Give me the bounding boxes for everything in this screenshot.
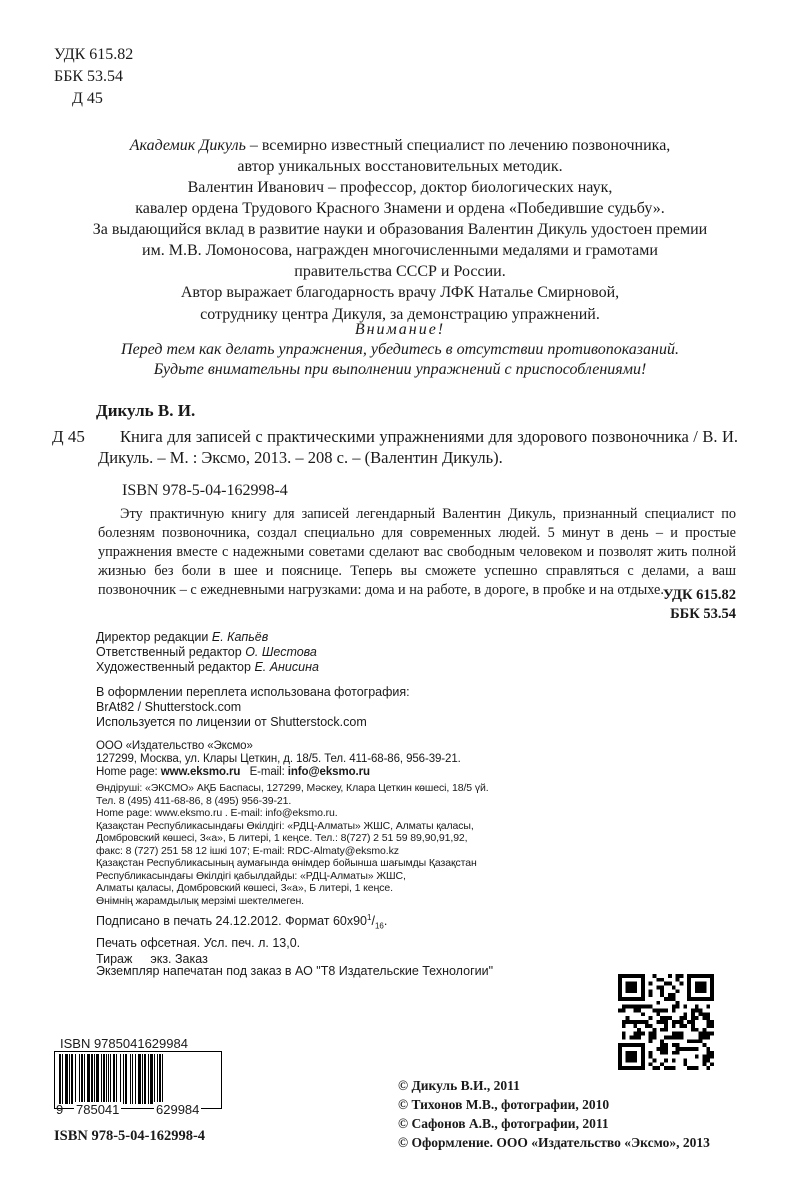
barcode-bar bbox=[62, 1054, 63, 1104]
qr-module bbox=[699, 1012, 703, 1016]
qr-module bbox=[710, 1051, 714, 1055]
barcode-bar bbox=[96, 1054, 99, 1104]
warning-line-2: Будьте внимательны при выполнении упражнений с приспособлениями! bbox=[153, 361, 647, 378]
qr-module bbox=[660, 1047, 664, 1051]
qr-module bbox=[695, 1055, 699, 1059]
udc-right: УДК 615.82 bbox=[662, 587, 736, 603]
qr-module bbox=[656, 986, 660, 990]
qr-module bbox=[656, 1001, 660, 1005]
qr-module bbox=[622, 1020, 626, 1024]
author-bio bbox=[60, 135, 740, 282]
warning-block bbox=[60, 320, 740, 380]
qr-module bbox=[660, 978, 664, 982]
warning-line-1: Перед тем как делать упражнения, убедитесь в отсутствии противопоказаний. bbox=[121, 341, 679, 358]
qr-module bbox=[676, 1032, 680, 1036]
qr-module bbox=[687, 1047, 691, 1051]
qr-module bbox=[702, 1062, 706, 1066]
qr-module bbox=[706, 1032, 710, 1036]
barcode-bar bbox=[106, 1054, 107, 1104]
qr-module bbox=[664, 997, 668, 1001]
qr-module bbox=[676, 974, 680, 978]
qr-module bbox=[649, 1062, 653, 1066]
qr-module bbox=[660, 993, 664, 997]
qr-module bbox=[649, 1039, 653, 1043]
qr-module bbox=[695, 1047, 699, 1051]
qr-module bbox=[668, 982, 672, 986]
photo-credit-line-1: В оформлении переплета использована фотография: bbox=[96, 685, 410, 699]
qr-finder-inner bbox=[626, 982, 638, 994]
qr-finder-inner bbox=[695, 982, 707, 994]
qr-module bbox=[660, 1039, 664, 1043]
qr-module bbox=[672, 1009, 676, 1013]
copyright-block bbox=[398, 1076, 710, 1152]
qr-module bbox=[683, 1058, 687, 1062]
qr-module bbox=[664, 982, 668, 986]
kz-line-3: Home page: www.eksmo.ru . E-mail: info@eksmo.ru. bbox=[96, 807, 338, 819]
barcode-bars bbox=[55, 1052, 221, 1108]
qr-module bbox=[641, 1005, 645, 1009]
qr-module bbox=[706, 1058, 710, 1062]
qr-module bbox=[656, 1012, 660, 1016]
qr-finder-inner bbox=[626, 1051, 638, 1063]
qr-module bbox=[656, 1047, 660, 1051]
qr-module bbox=[656, 1020, 660, 1024]
qr-module bbox=[668, 974, 672, 978]
qr-module bbox=[637, 1032, 641, 1036]
barcode-bar bbox=[144, 1054, 146, 1104]
qr-module bbox=[668, 997, 672, 1001]
editor-responsible: Ответственный редактор О. Шестова bbox=[96, 645, 317, 659]
qr-module bbox=[676, 1001, 680, 1005]
qr-code bbox=[618, 974, 714, 1070]
bio-line-1: Академик Дикуль – всемирно известный специалист по лечению позвоночника, bbox=[129, 137, 671, 154]
qr-module bbox=[672, 1020, 676, 1024]
udc-code: УДК 615.82 bbox=[54, 46, 134, 63]
barcode-frame bbox=[54, 1051, 222, 1109]
qr-module bbox=[695, 1009, 699, 1013]
qr-module bbox=[691, 1039, 695, 1043]
barcode-bar bbox=[125, 1054, 127, 1104]
qr-module bbox=[702, 1035, 706, 1039]
barcode-bar bbox=[120, 1054, 121, 1104]
qr-module bbox=[641, 1020, 645, 1024]
qr-module bbox=[676, 1020, 680, 1024]
qr-module bbox=[660, 1016, 664, 1020]
qr-module bbox=[653, 1035, 657, 1039]
qr-module bbox=[699, 1032, 703, 1036]
qr-module bbox=[691, 1016, 695, 1020]
qr-module bbox=[683, 1047, 687, 1051]
qr-module bbox=[653, 1028, 657, 1032]
qr-module bbox=[664, 1016, 668, 1020]
qr-module bbox=[649, 1005, 653, 1009]
qr-module bbox=[687, 1039, 691, 1043]
qr-module bbox=[653, 1009, 657, 1013]
barcode-bar bbox=[157, 1054, 158, 1104]
bio-line-5: За выдающийся вклад в развитие науки и образования Валентин Дикуль удостоен премии bbox=[92, 221, 708, 238]
signed-line: Подписано в печать 24.12.2012. Формат $60х90^1/_{16}$. bbox=[96, 913, 388, 931]
qr-module bbox=[710, 1032, 714, 1036]
qr-module bbox=[637, 1020, 641, 1024]
photo-credit bbox=[96, 685, 410, 730]
bbk-right: ББК 53.54 bbox=[670, 606, 736, 622]
editors-list bbox=[96, 630, 319, 675]
qr-module bbox=[672, 1066, 676, 1070]
barcode-bar bbox=[103, 1054, 105, 1104]
barcode-bar bbox=[130, 1054, 131, 1104]
qr-module bbox=[653, 1032, 657, 1036]
barcode-bar bbox=[71, 1054, 73, 1104]
qr-module bbox=[630, 1020, 634, 1024]
copyright-photo-1: © Тихонов М.В., фотографии, 2010 bbox=[398, 1097, 610, 1112]
qr-module bbox=[649, 1024, 653, 1028]
publisher-name: ООО «Издательство «Эксмо» bbox=[96, 740, 253, 752]
barcode-digit-first: 9 bbox=[56, 1102, 64, 1117]
kz-line-7: Қазақстан Республикасының аумағында өнімдер бойынша шағымды Қазақстан bbox=[96, 857, 477, 869]
qr-module bbox=[633, 1009, 637, 1013]
qr-module bbox=[645, 1005, 649, 1009]
barcode-bar bbox=[91, 1054, 93, 1104]
qr-module bbox=[660, 1020, 664, 1024]
barcode-bar bbox=[162, 1054, 163, 1104]
publisher-info bbox=[96, 740, 461, 779]
barcode-bar bbox=[94, 1054, 95, 1104]
qr-module bbox=[676, 1035, 680, 1039]
qr-module bbox=[699, 1039, 703, 1043]
barcode-bar bbox=[108, 1054, 109, 1104]
kz-line-4: Қазақстан Республикасындағы Өкілдігі: «РДЦ-Алматы» ЖШС, Алматы қаласы, bbox=[96, 819, 474, 832]
bbk-code: ББК 53.54 bbox=[54, 68, 124, 85]
qr-module bbox=[672, 1035, 676, 1039]
qr-module bbox=[672, 1024, 676, 1028]
homepage-link: www.eksmo.ru bbox=[160, 766, 241, 778]
qr-module bbox=[679, 1035, 683, 1039]
qr-module bbox=[706, 1047, 710, 1051]
warning-title: Внимание! bbox=[354, 321, 446, 338]
qr-module bbox=[664, 1028, 668, 1032]
qr-module bbox=[641, 1032, 645, 1036]
barcode-bar bbox=[75, 1054, 76, 1104]
barcode-bar bbox=[154, 1054, 155, 1104]
qr-module bbox=[668, 1016, 672, 1020]
qr-module bbox=[695, 1028, 699, 1032]
qr-module bbox=[679, 1047, 683, 1051]
kz-line-1: Өндіруші: «ЭКСМО» АҚБ Баспасы, 127299, Мәскеу, Клара Цеткин көшесі, 18/5 үй. bbox=[96, 782, 489, 794]
qr-module bbox=[710, 1024, 714, 1028]
barcode-bar bbox=[113, 1054, 115, 1104]
qr-module bbox=[649, 1035, 653, 1039]
kz-line-9: Алматы қаласы, Домбровский көшесі, 3«а», Б литері, 1 кеңсе. bbox=[96, 882, 393, 894]
barcode-bar bbox=[87, 1054, 90, 1104]
barcode-bar bbox=[81, 1054, 83, 1104]
qr-module bbox=[668, 993, 672, 997]
copyright-design: © Оформление. ООО «Издательство «Эксмо», 2013 bbox=[398, 1135, 710, 1150]
qr-module bbox=[691, 1009, 695, 1013]
qr-module bbox=[683, 1012, 687, 1016]
barcode-bar bbox=[135, 1054, 136, 1104]
photo-credit-line-3: Используется по лицензии от Shutterstock.com bbox=[96, 715, 367, 729]
qr-module bbox=[695, 1066, 699, 1070]
qr-module bbox=[706, 1035, 710, 1039]
thanks-line-1: Автор выражает благодарность врачу ЛФК Наталье Смирновой, bbox=[180, 284, 620, 301]
qr-module bbox=[706, 1012, 710, 1016]
qr-module bbox=[622, 1005, 626, 1009]
qr-module bbox=[699, 1035, 703, 1039]
printed-by: Экземпляр напечатан под заказ в АО "Т8 Издательские Технологии" bbox=[96, 964, 494, 978]
qr-module bbox=[676, 989, 680, 993]
qr-module bbox=[710, 1062, 714, 1066]
qr-module bbox=[656, 1066, 660, 1070]
qr-module bbox=[676, 1051, 680, 1055]
qr-module bbox=[706, 1016, 710, 1020]
isbn-bottom: ISBN 978-5-04-162998-4 bbox=[54, 1128, 206, 1144]
print-info bbox=[96, 910, 387, 967]
bio-line-7: правительства СССР и России. bbox=[294, 263, 506, 280]
qr-module bbox=[637, 1035, 641, 1039]
qr-module bbox=[702, 1032, 706, 1036]
qr-module bbox=[672, 1058, 676, 1062]
biblio-author: Дикуль В. И. bbox=[96, 401, 196, 420]
qr-module bbox=[691, 1012, 695, 1016]
qr-module bbox=[683, 1016, 687, 1020]
qr-module bbox=[630, 1005, 634, 1009]
qr-module bbox=[683, 1024, 687, 1028]
qr-module bbox=[679, 1020, 683, 1024]
qr-module bbox=[695, 1039, 699, 1043]
qr-module bbox=[687, 1020, 691, 1024]
barcode-bar bbox=[132, 1054, 133, 1104]
qr-module bbox=[672, 1032, 676, 1036]
qr-module bbox=[691, 1020, 695, 1024]
qr-module bbox=[679, 1016, 683, 1020]
barcode-bar bbox=[138, 1054, 141, 1104]
barcode-top-label: ISBN 9785041629984 bbox=[60, 1036, 188, 1051]
qr-module bbox=[702, 1055, 706, 1059]
copyright-photo-2: © Сафонов А.В., фотографии, 2011 bbox=[398, 1116, 609, 1131]
qr-module bbox=[637, 1009, 641, 1013]
publisher-contacts: Home page: www.eksmo.ru E-mail: info@eksmo.ru bbox=[96, 766, 370, 778]
qr-module bbox=[710, 1055, 714, 1059]
annotation: Эту практичную книгу для записей легендарный Валентин Дикуль, признанный специалист по болезням позвоночника, создал специально для современных людей. 5 минут в день – и простые упражнения вместе с надежными советами сделают вас свободным человеком и позволят жить полной жизнью без боли в шее и пояснице. Теперь вы сможете успешно справляться с делами, а ваш позвоночник – с ежедневными нагрузками: дома и на работе, в дороге, в пробке и на отдыхе. bbox=[98, 506, 736, 598]
qr-module bbox=[664, 1009, 668, 1013]
qr-module bbox=[626, 1005, 630, 1009]
qr-module bbox=[672, 1051, 676, 1055]
qr-module bbox=[653, 974, 657, 978]
qr-module bbox=[695, 1016, 699, 1020]
qr-module bbox=[706, 1055, 710, 1059]
kz-line-6: факс: 8 (727) 251 58 12 ішкі 107; E-mail: RDC-Almaty@eksmo.kz bbox=[96, 844, 399, 857]
qr-module bbox=[676, 1005, 680, 1009]
qr-module bbox=[706, 1024, 710, 1028]
qr-code-graphic bbox=[618, 974, 714, 1070]
qr-module bbox=[695, 1005, 699, 1009]
kz-line-5: Домбровский көшесі, 3«а», Б литері, 1 кеңсе. Тел.: 8(727) 2 51 59 89,90,91,92, bbox=[96, 832, 468, 844]
author-mark: Д 45 bbox=[72, 90, 103, 107]
qr-module bbox=[633, 1032, 637, 1036]
qr-module bbox=[687, 1066, 691, 1070]
qr-module bbox=[622, 1024, 626, 1028]
qr-module bbox=[633, 1035, 637, 1039]
barcode-bar bbox=[142, 1054, 143, 1104]
qr-module bbox=[664, 1020, 668, 1024]
copyright-author: © Дикуль В.И., 2011 bbox=[398, 1078, 520, 1093]
barcode-bar bbox=[69, 1054, 70, 1104]
bio-line-4: кавалер ордена Трудового Красного Знамени и ордена «Победившие судьбу». bbox=[135, 200, 665, 217]
barcode-bar bbox=[159, 1054, 161, 1104]
barcode-bar bbox=[123, 1054, 124, 1104]
qr-module bbox=[664, 1043, 668, 1047]
qr-module bbox=[645, 1024, 649, 1028]
barcode-bar bbox=[101, 1054, 102, 1104]
qr-module bbox=[676, 1043, 680, 1047]
qr-module bbox=[672, 993, 676, 997]
qr-module bbox=[660, 1043, 664, 1047]
editor-art: Художественный редактор Е. Анисина bbox=[96, 660, 319, 674]
qr-module bbox=[679, 974, 683, 978]
qr-module bbox=[691, 1024, 695, 1028]
qr-module bbox=[679, 1024, 683, 1028]
qr-module bbox=[702, 1028, 706, 1032]
biblio-isbn: ISBN 978-5-04-162998-4 bbox=[122, 482, 288, 499]
qr-module bbox=[664, 1024, 668, 1028]
kazakh-info bbox=[96, 782, 489, 907]
qr-module bbox=[664, 1066, 668, 1070]
kz-line-10: Өнімнің жарамдылық мерзімі шектелмеген. bbox=[96, 894, 304, 907]
qr-module bbox=[630, 1035, 634, 1039]
qr-module bbox=[702, 1043, 706, 1047]
qr-module bbox=[618, 1009, 622, 1013]
qr-module bbox=[649, 1055, 653, 1059]
bio-line-6: им. М.В. Ломоносова, награжден многочисленными медалями и грамотами bbox=[142, 242, 658, 259]
qr-module bbox=[626, 1016, 630, 1020]
editor-director: Директор редакции Е. Капьёв bbox=[96, 630, 269, 644]
qr-module bbox=[626, 1020, 630, 1024]
qr-module bbox=[637, 1005, 641, 1009]
qr-module bbox=[683, 1005, 687, 1009]
qr-module bbox=[702, 1016, 706, 1020]
qr-module bbox=[649, 993, 653, 997]
isbn-barcode bbox=[54, 1036, 222, 1126]
qr-module bbox=[672, 1005, 676, 1009]
barcode-digits-left: 785041 bbox=[76, 1102, 120, 1117]
email-link: info@eksmo.ru bbox=[287, 766, 370, 778]
qr-module bbox=[679, 1032, 683, 1036]
qr-module bbox=[660, 1028, 664, 1032]
biblio-code: Д 45 bbox=[52, 427, 85, 446]
qr-module bbox=[702, 1012, 706, 1016]
photo-credit-line-2: BrAt82 / Shutterstock.com bbox=[96, 700, 242, 714]
qr-module bbox=[679, 982, 683, 986]
barcode-bar bbox=[150, 1054, 153, 1104]
qr-module bbox=[622, 1009, 626, 1013]
qr-module bbox=[672, 1043, 676, 1047]
qr-module bbox=[710, 1020, 714, 1024]
qr-module bbox=[672, 986, 676, 990]
kz-line-8: Республикасындағы Өкілдігі қабылдайды: «РДЦ-Алматы» ЖШС, bbox=[96, 869, 406, 882]
qr-module bbox=[660, 1051, 664, 1055]
qr-module bbox=[649, 982, 653, 986]
thanks-line-2: сотруднику центра Дикуля, за демонстрацию упражнений. bbox=[200, 306, 600, 323]
qr-module bbox=[668, 1035, 672, 1039]
qr-module bbox=[649, 1016, 653, 1020]
qr-module bbox=[637, 1028, 641, 1032]
barcode-bar bbox=[59, 1054, 61, 1104]
barcode-bar bbox=[148, 1054, 149, 1104]
qr-module bbox=[676, 1047, 680, 1051]
qr-module bbox=[691, 1047, 695, 1051]
qr-module bbox=[653, 1058, 657, 1062]
qr-module bbox=[683, 1062, 687, 1066]
paper-line: Печать офсетная. Усл. печ. л. 13,0. bbox=[96, 935, 301, 950]
biblio-description: Книга для записей с практическими упражнениями для здорового позвоночника / В. И. Дикуль. – М. : Эксмо, 2013. – 208 с. – (Валентин Дикуль). bbox=[98, 427, 738, 467]
qr-module bbox=[660, 986, 664, 990]
qr-module bbox=[660, 989, 664, 993]
qr-module bbox=[664, 1035, 668, 1039]
qr-module bbox=[660, 1009, 664, 1013]
qr-module bbox=[622, 1032, 626, 1036]
qr-module bbox=[664, 1051, 668, 1055]
qr-module bbox=[664, 1058, 668, 1062]
qr-module bbox=[660, 1062, 664, 1066]
publisher-address: 127299, Москва, ул. Клары Цеткин, д. 18/5. Тел. 411-68-86, 956-39-21. bbox=[96, 753, 461, 765]
qr-module bbox=[649, 989, 653, 993]
qr-module bbox=[633, 1005, 637, 1009]
barcode-digits bbox=[56, 1102, 220, 1118]
qr-module bbox=[706, 1005, 710, 1009]
barcode-bar bbox=[65, 1054, 68, 1104]
qr-module bbox=[656, 1009, 660, 1013]
qr-module bbox=[633, 1020, 637, 1024]
barcode-bar bbox=[84, 1054, 85, 1104]
qr-module bbox=[649, 1032, 653, 1036]
qr-module bbox=[641, 1012, 645, 1016]
qr-module bbox=[706, 1020, 710, 1024]
bio-line-3: Валентин Иванович – профессор, доктор биологических наук, bbox=[187, 179, 613, 196]
qr-module bbox=[664, 1047, 668, 1051]
qr-module bbox=[676, 978, 680, 982]
qr-module bbox=[649, 1051, 653, 1055]
barcode-bar bbox=[79, 1054, 80, 1104]
qr-module bbox=[706, 1066, 710, 1070]
kz-line-2: Тел. 8 (495) 411-68-86, 8 (495) 956-39-21. bbox=[96, 794, 292, 807]
qr-module bbox=[691, 1028, 695, 1032]
barcode-bar bbox=[110, 1054, 111, 1104]
qr-module bbox=[691, 1066, 695, 1070]
bio-line-2: автор уникальных восстановительных методик. bbox=[237, 158, 563, 175]
qr-module bbox=[672, 997, 676, 1001]
qr-module bbox=[706, 1051, 710, 1055]
qr-module bbox=[633, 1024, 637, 1028]
qr-module bbox=[702, 1058, 706, 1062]
qr-module bbox=[645, 1020, 649, 1024]
qr-module bbox=[656, 978, 660, 982]
qr-module bbox=[668, 1066, 672, 1070]
qr-module bbox=[622, 1035, 626, 1039]
barcode-bar bbox=[116, 1054, 117, 1104]
qr-module bbox=[699, 1009, 703, 1013]
qr-module bbox=[653, 1066, 657, 1070]
run-line: Тираж экз. Заказ bbox=[96, 951, 208, 966]
barcode-digits-right: 629984 bbox=[156, 1102, 200, 1117]
top-classification-codes bbox=[54, 44, 133, 110]
